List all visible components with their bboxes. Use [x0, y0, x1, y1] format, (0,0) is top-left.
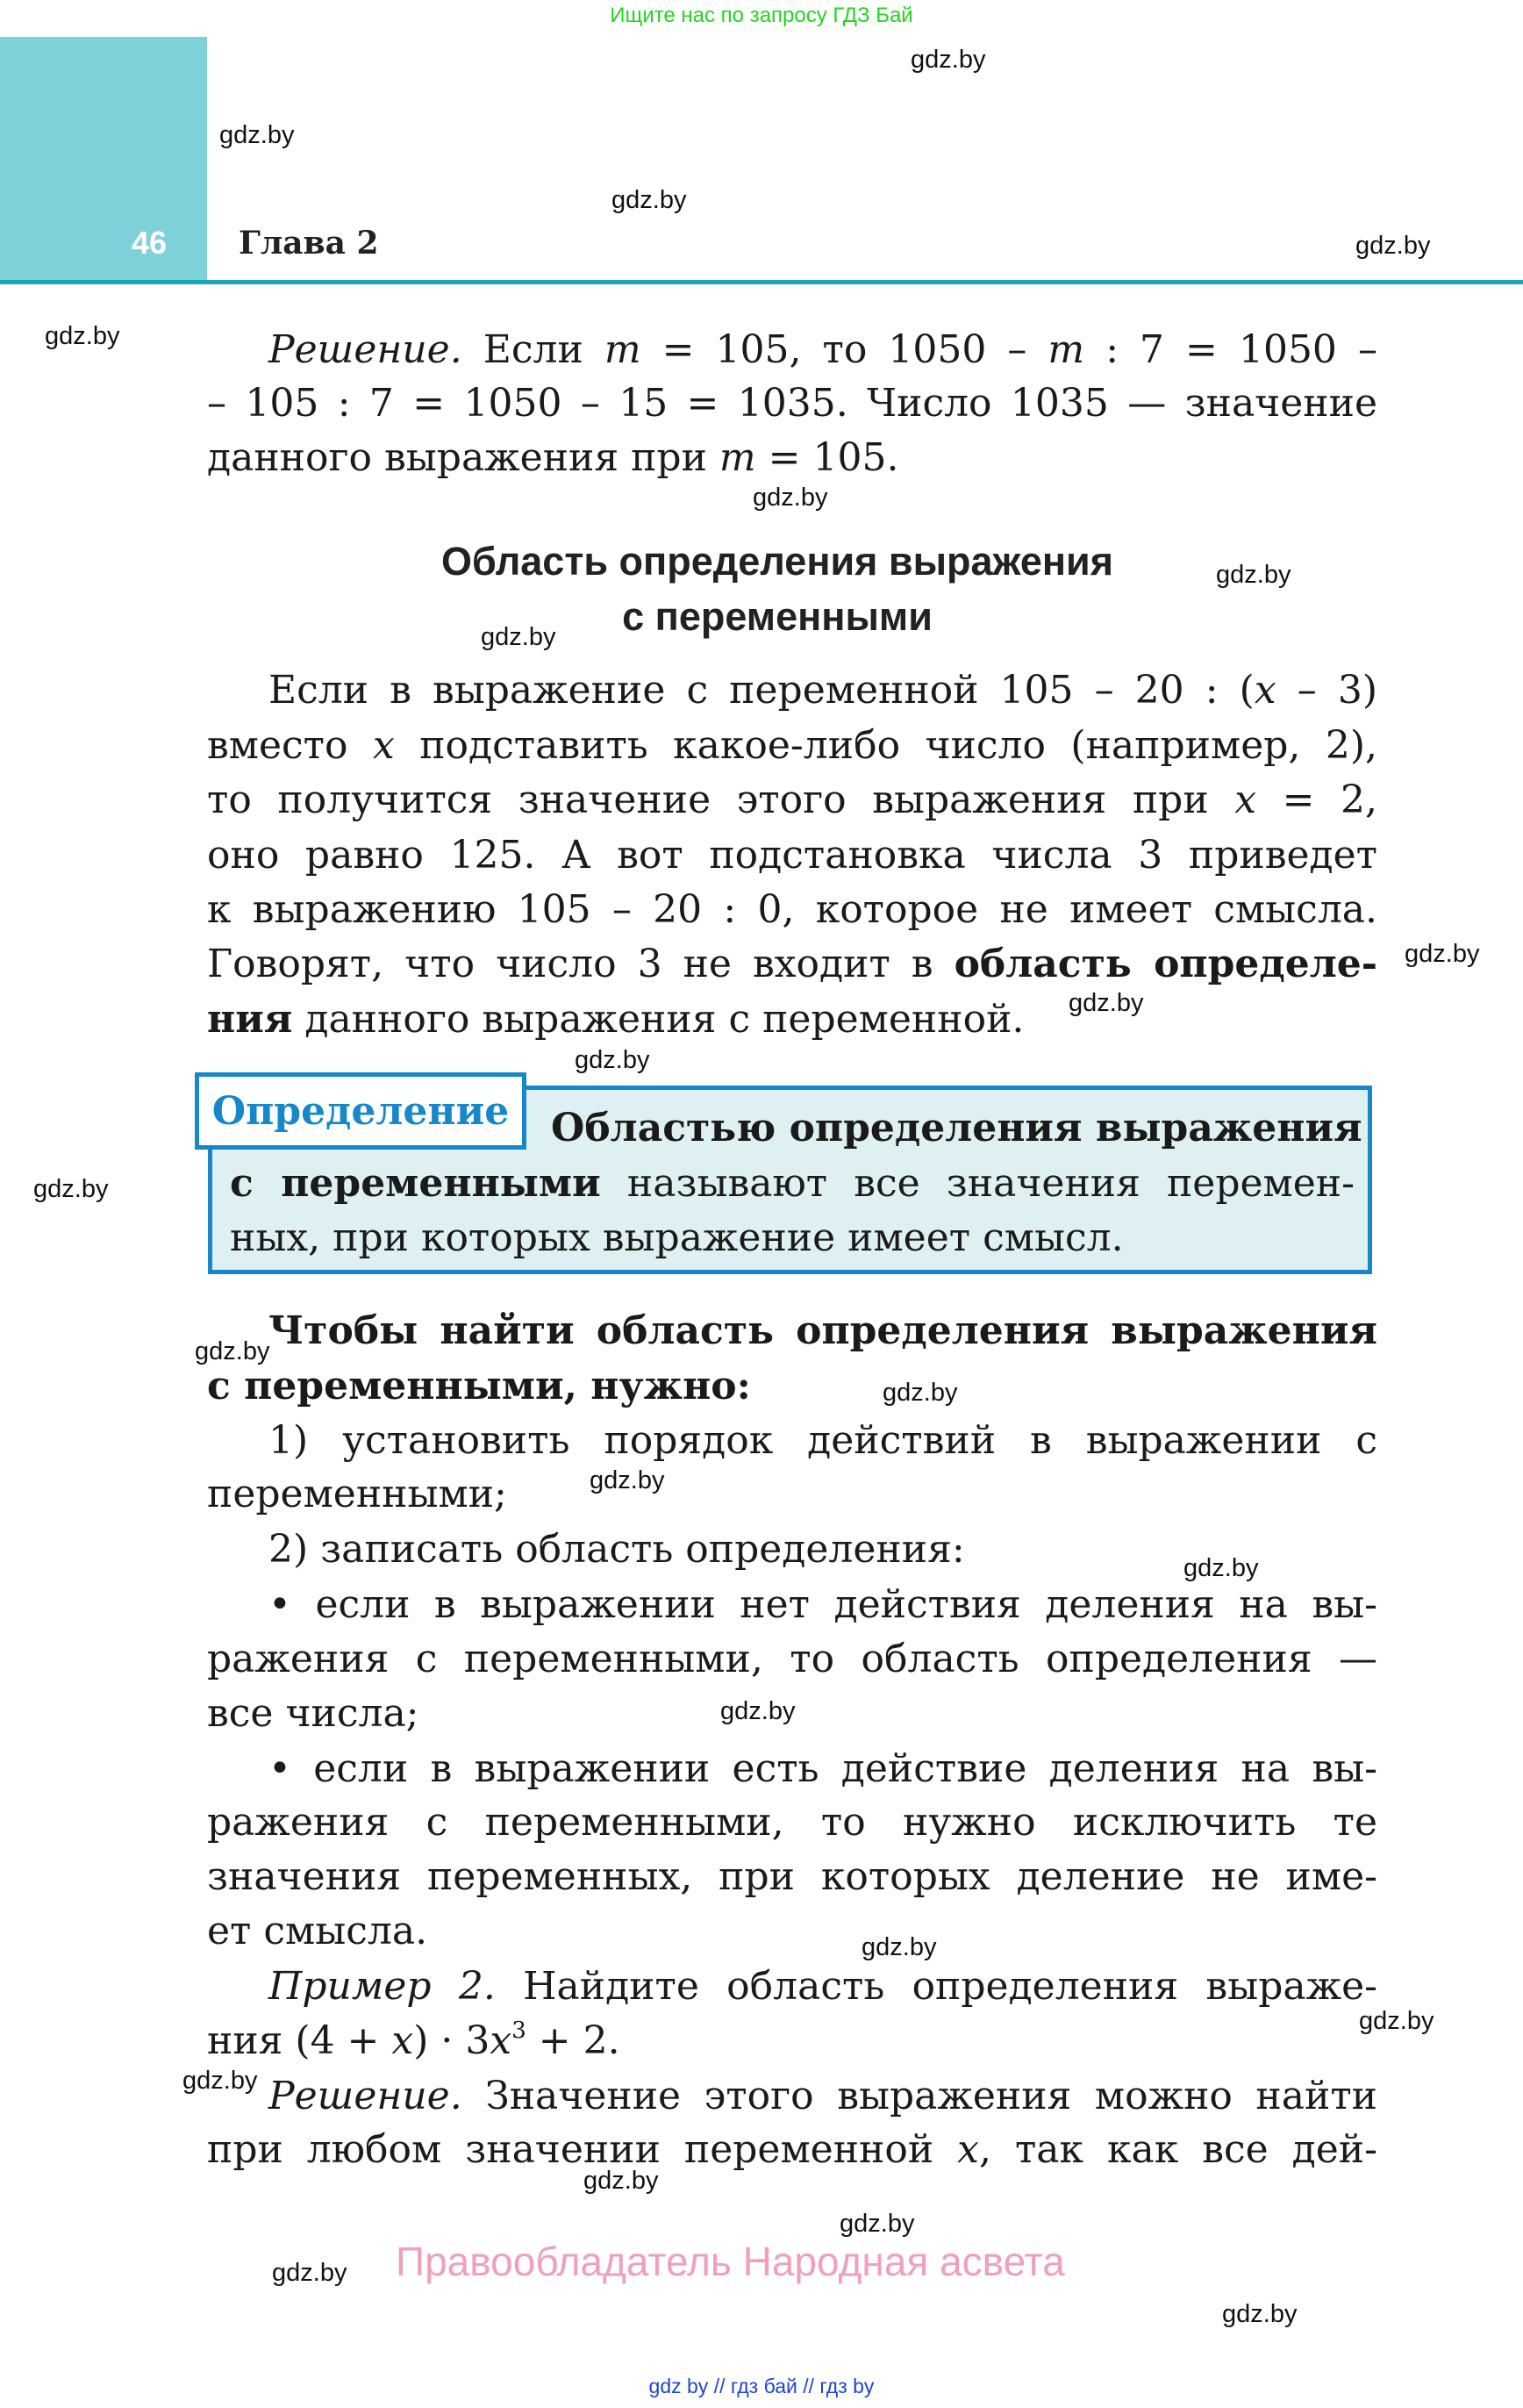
text: данного выражения с переменной.	[304, 997, 1025, 1042]
solution-label: Решение.	[268, 2074, 462, 2118]
watermark: gdz.by	[611, 186, 687, 214]
watermark: gdz.by	[862, 1933, 937, 1961]
watermark: gdz.by	[1183, 1554, 1259, 1582]
rule-bullet2-line3: значения переменных, при которых деление не име-	[207, 1854, 1377, 1899]
rule-intro-line2: с переменными, нужно:	[207, 1364, 751, 1408]
rule-step1-line2: переменными;	[207, 1472, 507, 1516]
watermark: gdz.by	[45, 322, 120, 350]
text: Если	[483, 327, 583, 372]
para1-line6	[207, 940, 1377, 989]
example2-line2	[207, 2017, 1377, 2066]
para1-line4: оно равно 125. А вот подстановка числа 3 приведет	[207, 833, 1377, 878]
text: = 2,	[1282, 778, 1377, 822]
definition-label: Определение	[195, 1072, 526, 1150]
para1-line1	[268, 666, 1377, 715]
variable: x	[1254, 668, 1276, 713]
watermark: gdz.by	[840, 2210, 915, 2238]
text: ния (4 +	[207, 2018, 380, 2063]
watermark: gdz.by	[753, 484, 828, 512]
watermark: gdz.by	[182, 2067, 258, 2095]
rule-bullet1-line3: все числа;	[207, 1691, 419, 1736]
text: данного выражения при	[207, 435, 707, 480]
variable: x	[1234, 778, 1257, 822]
watermark: gdz.by	[1359, 2007, 1434, 2035]
definition-line3: ных, при которых выражение имеет смысл.	[230, 1215, 1124, 1260]
rule-bullet2-line1: • если в выражении есть действие деления на вы-	[268, 1746, 1377, 1791]
para1-line5: к выражению 105 – 20 : 0, которое не имеет смысла.	[207, 887, 1377, 932]
chapter-title: Глава 2	[239, 225, 379, 262]
watermark: gdz.by	[883, 1379, 958, 1407]
variable: m	[604, 327, 641, 372]
rule-step1-line1: 1) установить порядок действий в выражении с	[268, 1418, 1377, 1463]
solution1-line1	[268, 326, 1377, 375]
definition-line2	[230, 1159, 1355, 1208]
text: Найдите область определения выраже-	[523, 1964, 1377, 2009]
variable: x	[372, 723, 395, 768]
definition-line1: Областью определения выражения	[551, 1106, 1362, 1150]
para1-line7	[207, 995, 1377, 1044]
text: = 105,	[661, 327, 802, 372]
watermark: gdz.by	[1216, 561, 1291, 589]
example2-line1	[268, 1962, 1377, 2011]
header-divider	[0, 280, 1523, 284]
text: : 7 = 1050 –	[1105, 327, 1377, 372]
page-number: 46	[132, 225, 168, 261]
text: вместо	[207, 723, 348, 768]
watermark: gdz.by	[1069, 989, 1144, 1017]
text: подставить какое-либо число (например, 2),	[419, 723, 1377, 768]
text: Говорят, что число 3 не входит в	[207, 942, 933, 986]
term-bold: область определе-	[954, 942, 1377, 986]
variable: x	[391, 2018, 414, 2063]
watermark: gdz.by	[481, 623, 556, 651]
watermark: gdz.by	[720, 1697, 796, 1725]
text: 1050 –	[888, 327, 1027, 372]
rule-intro-line1: Чтобы найти область определения выражения	[268, 1308, 1377, 1353]
variable: x	[490, 2018, 512, 2063]
watermark: gdz.by	[272, 2259, 347, 2287]
text: – 3)	[1297, 668, 1377, 713]
text: то получится значение этого выражения при	[207, 778, 1209, 822]
solution2-line2	[207, 2125, 1377, 2175]
copyright-notice: Правообладатель Народная асвета	[396, 2239, 1065, 2284]
section-heading-line1: Область определения выражения	[441, 539, 1113, 584]
text: то	[822, 327, 868, 372]
para1-line3	[207, 776, 1377, 825]
text: при любом значении переменной	[207, 2127, 934, 2172]
watermark: gdz.by	[911, 46, 986, 74]
watermark: gdz.by	[1405, 940, 1480, 968]
text: ) · 3	[413, 2018, 490, 2063]
example-label: Пример 2.	[268, 1964, 496, 2009]
watermark: gdz.by	[1355, 232, 1431, 260]
rule-step2: 2) записать область определения:	[268, 1527, 965, 1572]
rule-bullet2-line4: ет смысла.	[207, 1909, 428, 1953]
variable: m	[719, 435, 756, 480]
watermark: gdz.by	[590, 1466, 665, 1494]
rule-bullet1-line1: • если в выражении нет действия деления на вы-	[268, 1582, 1377, 1627]
footer-links[interactable]: gdz by // гдз бай // гдз by	[648, 2375, 875, 2397]
variable: m	[1048, 327, 1085, 372]
solution2-line1	[268, 2072, 1377, 2121]
text: = 105.	[768, 435, 899, 480]
para1-line2	[207, 721, 1377, 770]
watermark: gdz.by	[33, 1175, 109, 1203]
solution1-line2: – 105 : 7 = 1050 – 15 = 1035. Число 1035 — значение	[207, 381, 1377, 426]
text: , так как все дей-	[979, 2127, 1377, 2172]
watermark: gdz.by	[195, 1337, 270, 1365]
text: + 2.	[538, 2018, 620, 2063]
variable: x	[957, 2127, 979, 2172]
search-hint-banner: Ищите нас по запросу ГДЗ Бай	[610, 4, 913, 27]
watermark: gdz.by	[1222, 2300, 1298, 2328]
watermark: gdz.by	[219, 121, 295, 149]
text: Если в выражение с переменной 105 – 20 : (	[268, 668, 1255, 713]
solution1-line3	[207, 434, 1377, 483]
watermark: gdz.by	[575, 1046, 650, 1074]
term-bold: ния	[207, 997, 293, 1042]
text: называют все значения перемен-	[626, 1161, 1355, 1206]
solution-label: Решение.	[268, 327, 462, 372]
watermark: gdz.by	[583, 2167, 659, 2195]
term-bold: с переменными	[230, 1161, 601, 1206]
rule-bullet2-line2: ражения с переменными, то нужно исключить те	[207, 1800, 1377, 1845]
text: Значение этого выражения можно найти	[485, 2074, 1377, 2118]
exponent: 3	[511, 2017, 526, 2044]
section-heading-line2: с переменными	[622, 594, 933, 639]
rule-bullet1-line2: ражения с переменными, то область определения —	[207, 1637, 1377, 1681]
